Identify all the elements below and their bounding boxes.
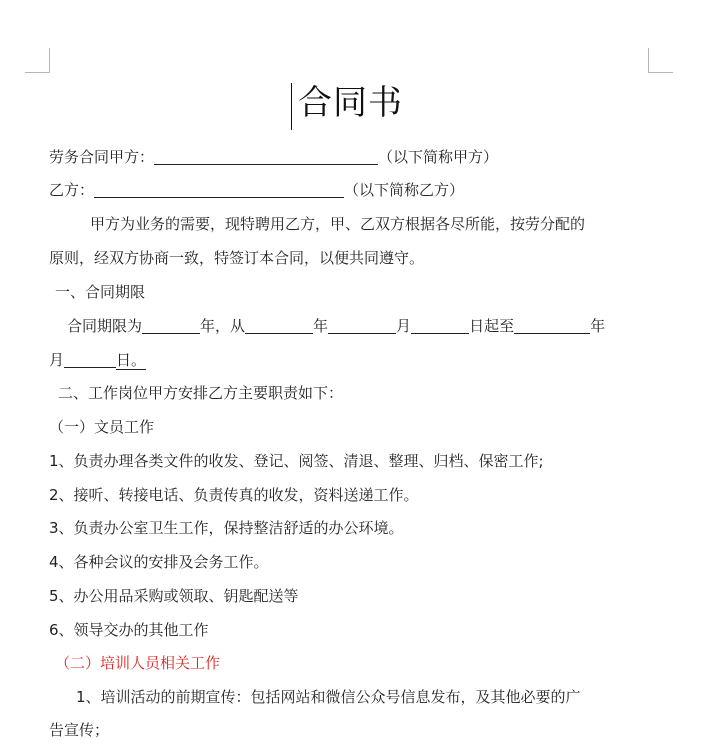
term-prefix: 合同期限为 (67, 317, 143, 335)
duty-item-1[interactable]: 1、负责办理各类文件的收发、登记、阅签、清退、整理、归档、保密工作; (49, 452, 544, 470)
party-a-blank[interactable] (154, 148, 378, 165)
contract-term-line[interactable] (67, 316, 677, 336)
section-1-heading[interactable]: 一、合同期限 (55, 283, 146, 301)
start-year-unit: 年 (313, 317, 329, 335)
margin-corner-top-right (648, 48, 673, 73)
section-2-heading[interactable]: 二、工作岗位甲方安排乙方主要职责如下： (58, 384, 344, 402)
end-year-unit: 年 (590, 317, 606, 335)
start-month-blank[interactable] (328, 317, 396, 334)
party-b-note: （以下简称乙方） (344, 181, 465, 199)
duty-item-5[interactable]: 5、办公用品采购或领取、钥匙配送等 (49, 587, 299, 605)
training-item-1-line-2[interactable]: 告宣传； (49, 721, 110, 739)
start-year-blank[interactable] (245, 317, 313, 334)
party-b-blank[interactable] (94, 181, 344, 198)
start-day-blank[interactable] (411, 317, 469, 334)
term-from: 年，从 (200, 317, 246, 335)
party-a-label: 劳务合同甲方： (49, 148, 155, 166)
end-month-unit: 月 (49, 351, 65, 369)
party-a-line[interactable] (49, 147, 659, 167)
term-years-blank[interactable] (142, 317, 200, 334)
duty-item-2[interactable]: 2、接听、转接电话、负责传真的收发，资料送递工作。 (49, 486, 419, 504)
margin-corner-top-left (25, 48, 50, 73)
duty-item-4[interactable]: 4、各种会议的安排及会务工作。 (49, 553, 269, 571)
start-month-unit: 月 (396, 317, 412, 335)
training-item-1-line-1[interactable]: 1、培训活动的前期宣传：包括网站和微信公众号信息发布，及其他必要的广 (76, 688, 581, 706)
duty-item-6[interactable]: 6、领导交办的其他工作 (49, 621, 209, 639)
end-day-unit: 日。 (116, 351, 147, 369)
intro-line-2[interactable]: 原则，经双方协商一致，特签订本合同，以便共同遵守。 (49, 249, 425, 267)
start-day-unit: 日起至 (469, 317, 515, 335)
contract-term-line-2[interactable] (49, 350, 659, 370)
party-b-line[interactable] (49, 180, 659, 200)
end-year-blank[interactable] (514, 317, 590, 334)
party-a-note: （以下简称甲方） (378, 148, 499, 166)
party-b-label: 乙方： (49, 181, 95, 199)
duty-item-3[interactable]: 3、负责办公室卫生工作，保持整洁舒适的办公环境。 (49, 519, 404, 537)
end-month-blank[interactable] (64, 351, 116, 368)
document-title[interactable]: 合同书 (298, 83, 403, 123)
subsection-1-heading[interactable]: （一）文员工作 (49, 418, 155, 436)
subsection-2-heading[interactable]: （二）培训人员相关工作 (55, 654, 221, 672)
intro-line-1[interactable]: 甲方为业务的需要，现特聘用乙方，甲、乙双方根据各尽所能，按劳分配的 (90, 215, 586, 233)
